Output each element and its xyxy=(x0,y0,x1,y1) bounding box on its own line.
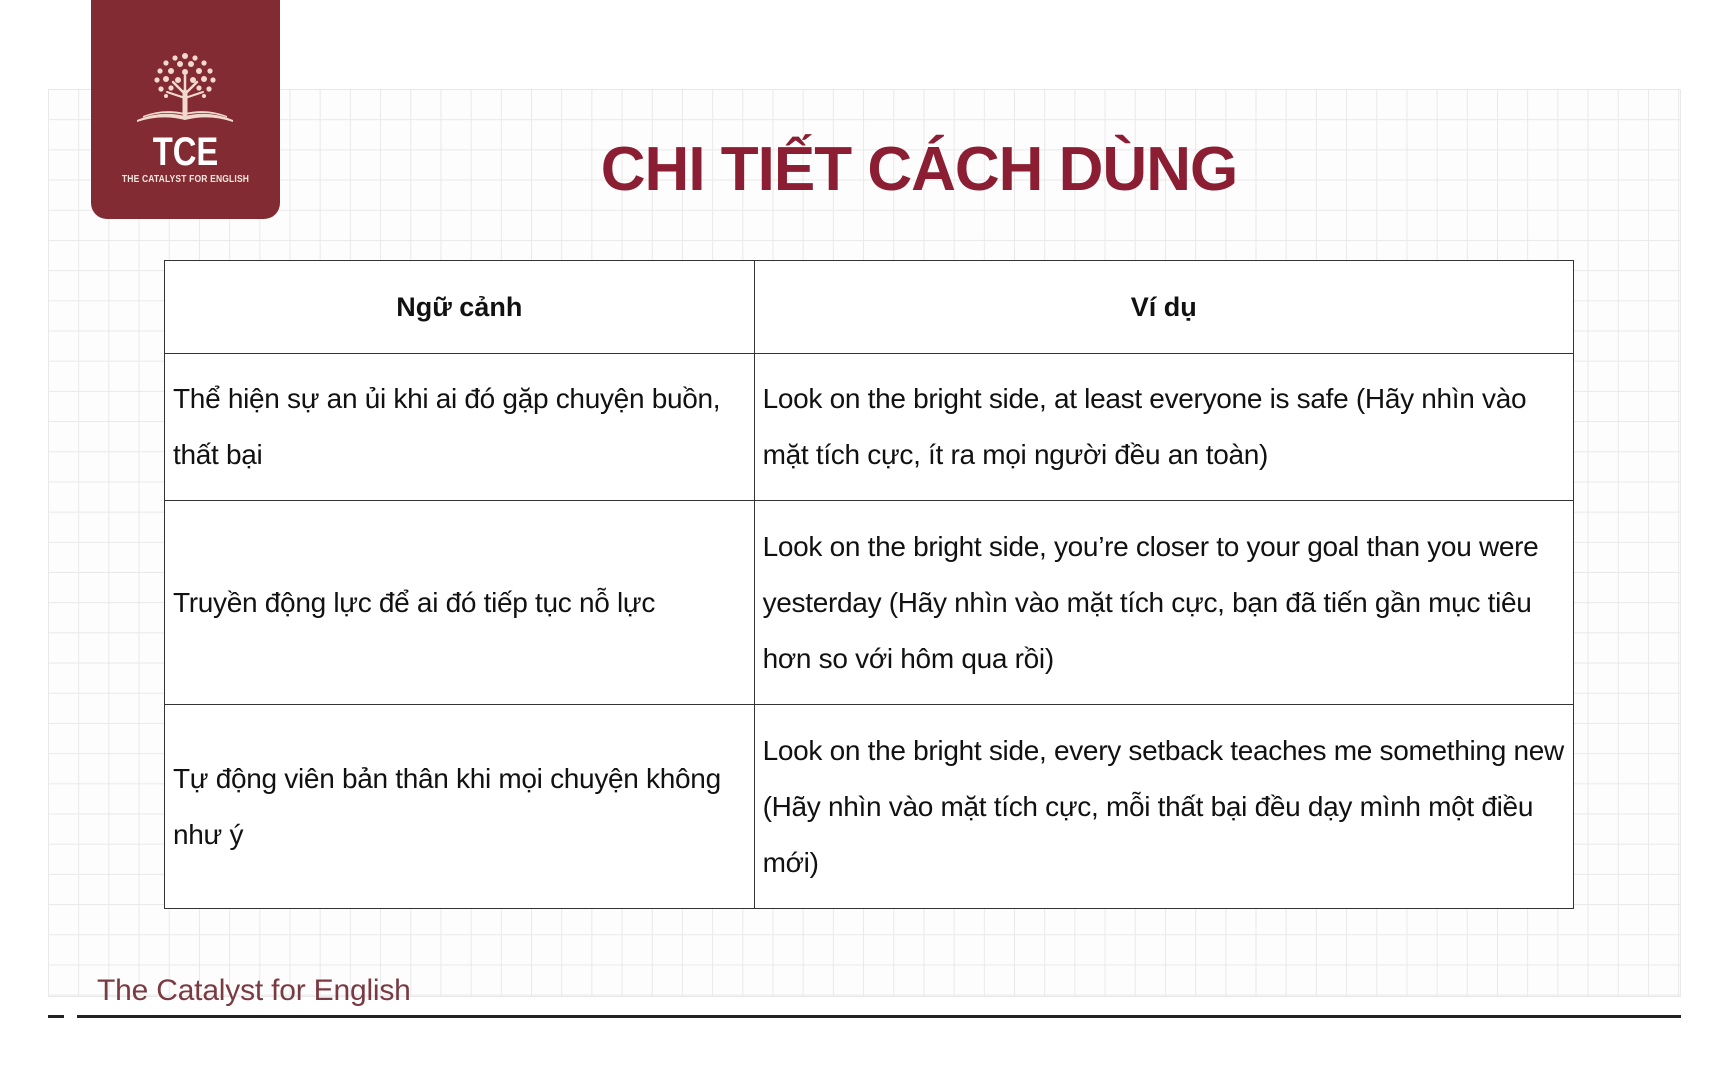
context-cell: Tự động viên bản thân khi mọi chuyện không như ý xyxy=(165,705,755,909)
logo-mark: TCE xyxy=(152,130,219,174)
column-header-context: Ngữ cảnh xyxy=(165,261,755,354)
footer-rule-dash xyxy=(48,1015,64,1018)
example-cell: Look on the bright side, you’re closer to your goal than you were yesterday (Hãy nhìn vào mặt tích cực, bạn đã tiến gần mục tiêu hơn so với hôm qua rồi) xyxy=(754,501,1573,705)
table-header-row xyxy=(165,261,1574,354)
logo-subtitle: THE CATALYST FOR ENGLISH xyxy=(121,174,250,185)
context-cell: Thể hiện sự an ủi khi ai đó gặp chuyện buồn, thất bại xyxy=(165,354,755,501)
table-row xyxy=(165,705,1574,909)
table-row xyxy=(165,354,1574,501)
footer-brand-text: The Catalyst for English xyxy=(97,974,411,1007)
example-cell: Look on the bright side, every setback teaches me something new (Hãy nhìn vào mặt tích cực, mỗi thất bại đều dạy mình một điều mới) xyxy=(754,705,1573,909)
column-header-example: Ví dụ xyxy=(754,261,1573,354)
example-cell: Look on the bright side, at least everyone is safe (Hãy nhìn vào mặt tích cực, ít ra mọi người đều an toàn) xyxy=(754,354,1573,501)
table-row xyxy=(165,501,1574,705)
context-cell: Truyền động lực để ai đó tiếp tục nỗ lực xyxy=(165,501,755,705)
footer-rule-line xyxy=(77,1015,1681,1018)
tree-on-open-book-icon xyxy=(135,48,235,130)
page-title: CHI TIẾT CÁCH DÙNG xyxy=(600,135,1238,204)
usage-table xyxy=(164,260,1574,909)
